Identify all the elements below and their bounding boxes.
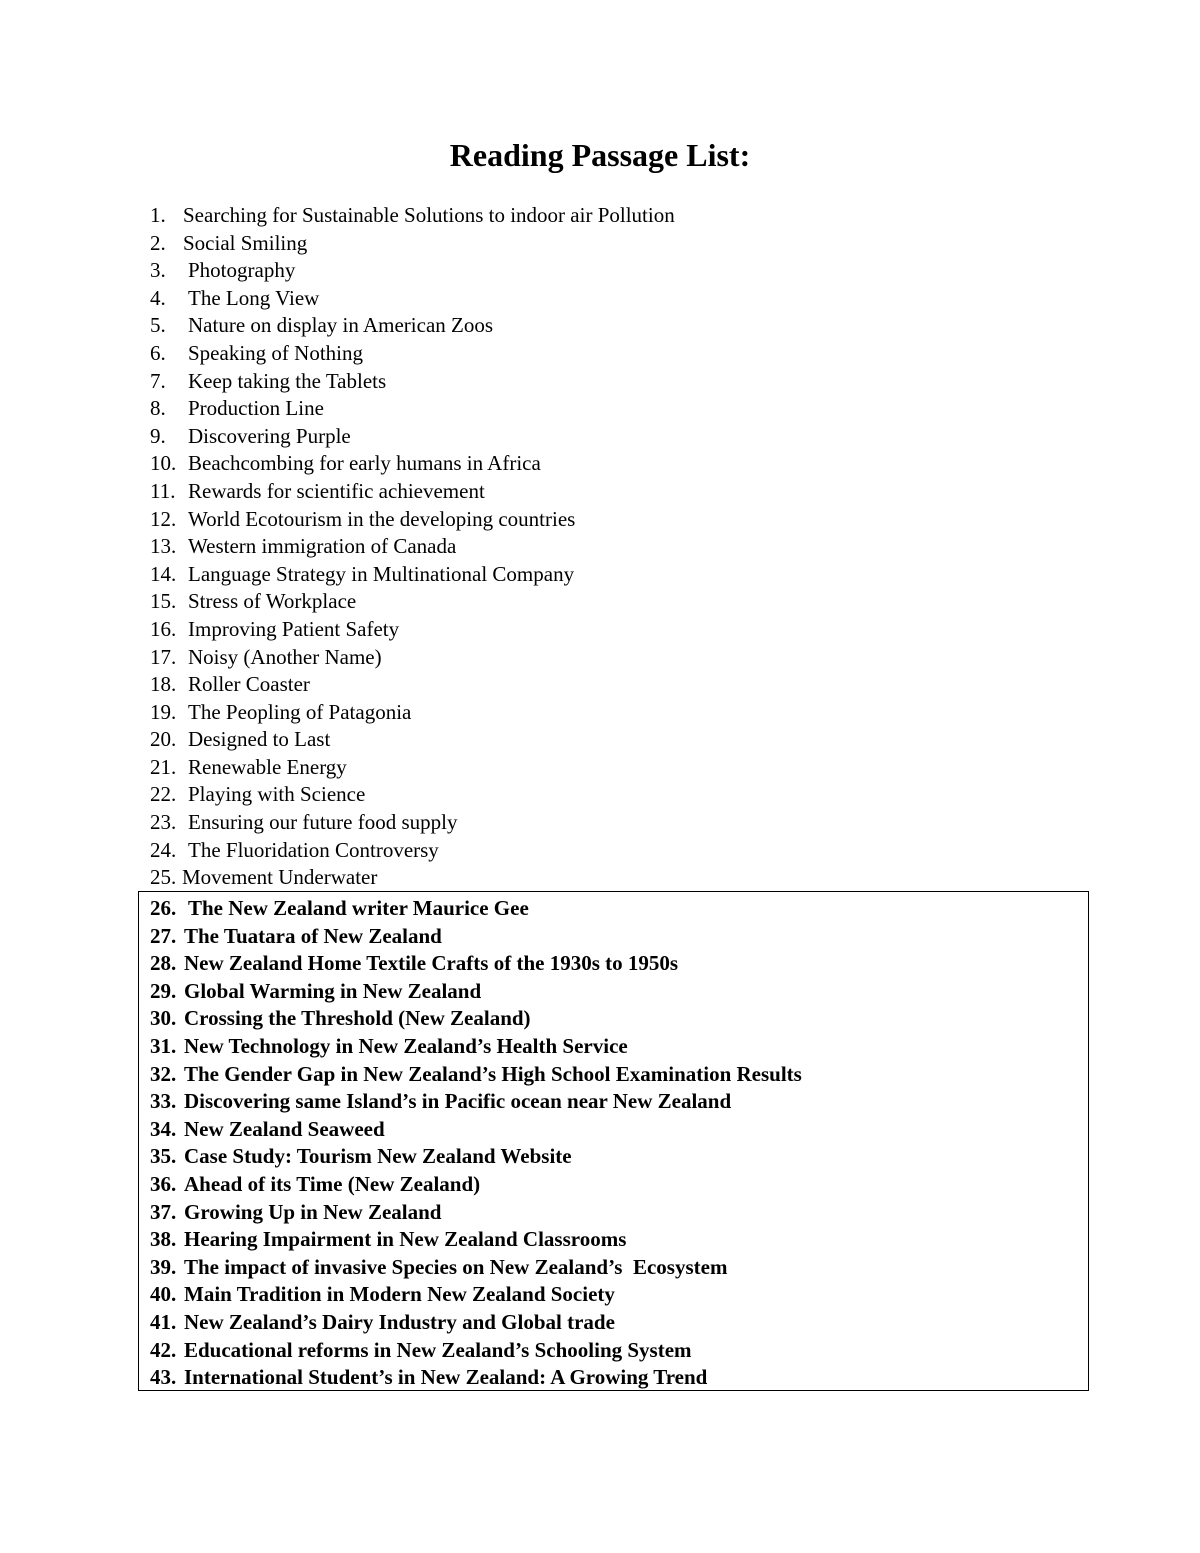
passage-item <box>150 671 1090 699</box>
passage-title: Playing with Science <box>188 782 366 807</box>
nz-passage-number: 26. <box>150 896 177 920</box>
passage-number: 14. <box>150 561 177 586</box>
passage-number: 16. <box>150 616 177 641</box>
nz-passage-title: Crossing the Threshold (New Zealand) <box>184 1006 531 1031</box>
passage-item <box>150 340 1090 368</box>
passage-title: Searching for Sustainable Solutions to indoor air Pollution <box>183 203 675 227</box>
nz-passage-number: 39. <box>150 1254 177 1279</box>
nz-passage-title: International Student’s in New Zealand: A Growing Trend <box>184 1365 708 1390</box>
nz-passage-item <box>150 1116 1080 1144</box>
nz-passage-number: 37. <box>150 1199 177 1224</box>
passage-title: Rewards for scientific achievement <box>188 478 485 503</box>
passage-number: 8. <box>150 396 166 421</box>
nz-passage-title: New Zealand Home Textile Crafts of the 1930s to 1950s <box>184 951 679 976</box>
passage-item <box>150 837 1090 865</box>
nz-passage-item <box>150 1309 1080 1337</box>
new-zealand-passages-box <box>138 891 1089 1391</box>
passage-title: Beachcombing for early humans in Africa <box>188 451 541 476</box>
nz-passage-item <box>150 1226 1080 1254</box>
nz-passage-number: 34. <box>150 1116 177 1141</box>
page-title: Reading Passage List: <box>449 137 751 173</box>
nz-passage-item <box>150 1337 1080 1365</box>
passage-title: Stress of Workplace <box>188 589 357 614</box>
passage-title: Nature on display in American Zoos <box>188 313 494 338</box>
nz-passage-item <box>150 1143 1080 1171</box>
passage-title: Renewable Energy <box>188 754 347 779</box>
nz-passage-item <box>150 1171 1080 1199</box>
nz-passage-title: The New Zealand writer Maurice Gee <box>188 896 529 920</box>
passage-item <box>150 561 1090 589</box>
nz-passage-title: The impact of invasive Species on New Zealand’s Ecosystem <box>184 1254 728 1279</box>
nz-passage-title: Ahead of its Time (New Zealand) <box>184 1171 481 1196</box>
passage-title: Ensuring our future food supply <box>188 810 458 835</box>
passage-item <box>150 699 1090 727</box>
nz-passage-number: 43. <box>150 1365 177 1390</box>
passage-item <box>150 423 1090 451</box>
passage-item <box>150 533 1090 561</box>
passage-number: 13. <box>150 534 177 559</box>
passage-item <box>150 809 1090 837</box>
passage-item <box>150 395 1090 423</box>
passage-item <box>150 506 1090 534</box>
passage-number: 17. <box>150 644 177 669</box>
nz-passage-number: 33. <box>150 1089 177 1114</box>
passage-title: Keep taking the Tablets <box>188 368 387 393</box>
passage-number: 2. <box>150 230 166 255</box>
nz-passage-number: 28. <box>150 951 177 976</box>
passage-number: 21. <box>150 754 177 779</box>
nz-passage-item <box>150 1199 1080 1227</box>
passage-title: The Long View <box>188 285 320 310</box>
passage-number: 9. <box>150 423 166 448</box>
nz-passage-title: New Zealand’s Dairy Industry and Global trade <box>184 1309 615 1334</box>
passage-item <box>150 285 1090 313</box>
passage-number: 25. <box>150 865 177 890</box>
passage-item <box>150 450 1090 478</box>
passage-number: 19. <box>150 699 177 724</box>
nz-passage-item <box>150 1033 1080 1061</box>
passage-item <box>150 616 1090 644</box>
passage-item <box>150 478 1090 506</box>
nz-passage-item <box>150 1088 1080 1116</box>
passage-item <box>150 230 1090 258</box>
passage-title: The Fluoridation Controversy <box>188 837 439 862</box>
nz-passage-number: 29. <box>150 978 177 1003</box>
passage-item <box>150 312 1090 340</box>
passage-number: 24. <box>150 837 177 862</box>
passage-item <box>150 726 1090 754</box>
passage-number: 6. <box>150 340 166 365</box>
passage-item <box>150 202 1090 230</box>
passage-item <box>150 754 1090 782</box>
passage-number: 20. <box>150 727 177 752</box>
nz-passage-item <box>150 895 1080 923</box>
nz-passage-item <box>150 1364 1080 1392</box>
nz-passage-number: 31. <box>150 1033 177 1058</box>
passage-title: Discovering Purple <box>188 423 351 448</box>
nz-passage-title: Case Study: Tourism New Zealand Website <box>184 1144 572 1169</box>
passage-number: 10. <box>150 451 177 476</box>
passage-number: 15. <box>150 589 177 614</box>
passage-title: Speaking of Nothing <box>188 340 363 365</box>
passage-number: 4. <box>150 285 166 310</box>
nz-passage-number: 40. <box>150 1282 177 1307</box>
nz-passage-title: Growing Up in New Zealand <box>184 1199 442 1224</box>
nz-passage-item <box>150 978 1080 1006</box>
passage-item <box>150 864 1090 892</box>
nz-passage-title: New Zealand Seaweed <box>184 1116 385 1141</box>
new-zealand-passage-list <box>150 895 1080 1392</box>
nz-passage-number: 32. <box>150 1061 177 1086</box>
passage-item <box>150 588 1090 616</box>
nz-passage-item <box>150 1061 1080 1089</box>
passage-number: 12. <box>150 506 177 531</box>
passage-title: Photography <box>188 258 296 283</box>
passage-title: Western immigration of Canada <box>188 534 457 559</box>
passage-title: The Peopling of Patagonia <box>188 699 412 724</box>
nz-passage-title: Educational reforms in New Zealand’s Schooling System <box>184 1337 692 1362</box>
nz-passage-number: 35. <box>150 1144 177 1169</box>
passage-number: 18. <box>150 672 177 697</box>
nz-passage-number: 38. <box>150 1227 177 1252</box>
passage-item <box>150 257 1090 285</box>
nz-passage-title: Global Warming in New Zealand <box>184 978 482 1003</box>
passage-title: Language Strategy in Multinational Company <box>188 561 575 586</box>
nz-passage-title: Main Tradition in Modern New Zealand Society <box>184 1282 615 1307</box>
nz-passage-item <box>150 950 1080 978</box>
nz-passage-number: 30. <box>150 1006 177 1031</box>
passage-title: Improving Patient Safety <box>188 616 400 641</box>
passage-title: Designed to Last <box>188 727 331 752</box>
nz-passage-item <box>150 1005 1080 1033</box>
passage-number: 5. <box>150 313 166 338</box>
passage-number: 23. <box>150 810 177 835</box>
nz-passage-item <box>150 1281 1080 1309</box>
nz-passage-title: Hearing Impairment in New Zealand Classrooms <box>184 1227 627 1252</box>
nz-passage-number: 42. <box>150 1337 177 1362</box>
passage-number: 11. <box>150 478 176 503</box>
nz-passage-title: New Technology in New Zealand’s Health Service <box>184 1033 628 1058</box>
passage-title: Social Smiling <box>183 230 308 255</box>
nz-passage-number: 41. <box>150 1309 177 1334</box>
passage-number: 1. <box>150 203 166 227</box>
passage-item <box>150 368 1090 396</box>
passage-title: Noisy (Another Name) <box>188 644 382 669</box>
passage-title: Movement Underwater <box>182 865 378 890</box>
nz-passage-item <box>150 1254 1080 1282</box>
passage-list <box>150 202 1090 892</box>
passage-title: Production Line <box>188 396 324 421</box>
passage-item <box>150 781 1090 809</box>
nz-passage-number: 27. <box>150 923 177 948</box>
passage-number: 22. <box>150 782 177 807</box>
nz-passage-title: The Gender Gap in New Zealand’s High School Examination Results <box>184 1061 802 1086</box>
passage-item <box>150 644 1090 672</box>
passage-title: Roller Coaster <box>188 672 310 697</box>
passage-title: World Ecotourism in the developing countries <box>188 506 576 531</box>
nz-passage-title: The Tuatara of New Zealand <box>184 923 442 948</box>
passage-number: 7. <box>150 368 166 393</box>
nz-passage-number: 36. <box>150 1171 177 1196</box>
nz-passage-item <box>150 923 1080 951</box>
passage-number: 3. <box>150 258 166 283</box>
nz-passage-title: Discovering same Island’s in Pacific ocean near New Zealand <box>184 1089 732 1114</box>
